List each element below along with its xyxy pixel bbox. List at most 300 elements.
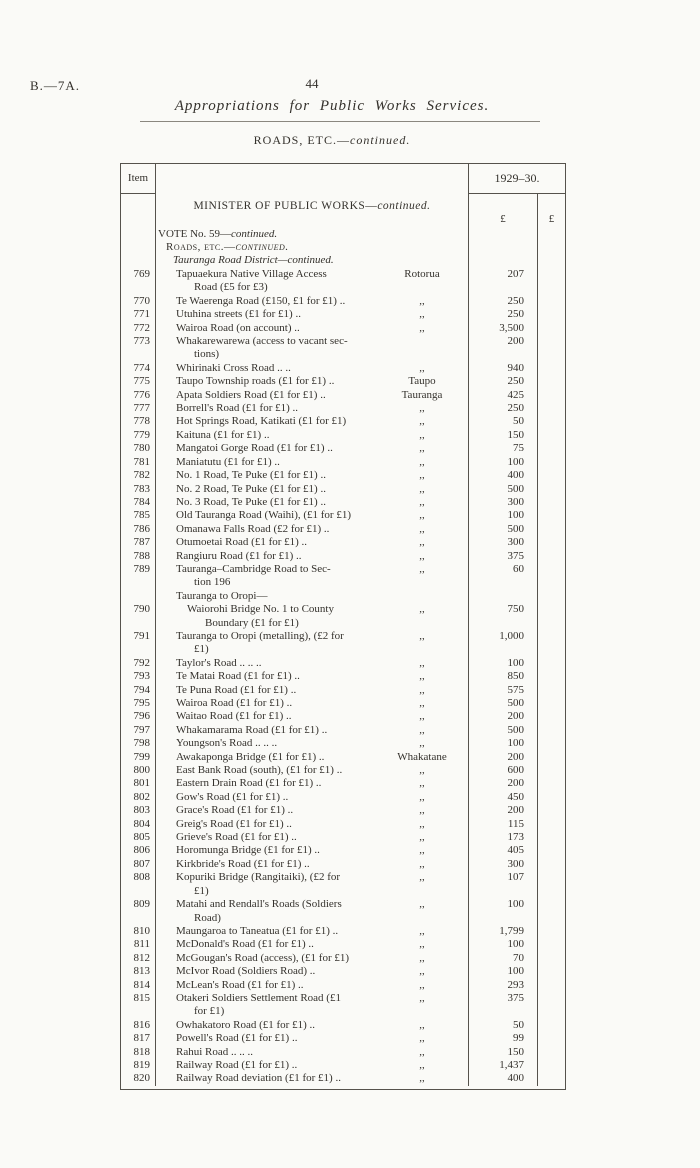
description-line1: East Bank Road (south), (£1 for £1) .. bbox=[176, 764, 343, 777]
road-description bbox=[156, 389, 376, 402]
description-line1: Tapuaekura Native Village Access bbox=[176, 268, 327, 280]
amount-secondary bbox=[537, 362, 565, 375]
description-line2: Road (£5 for £3) bbox=[194, 281, 268, 294]
amount-secondary bbox=[537, 764, 565, 777]
amount-secondary bbox=[537, 831, 565, 844]
road-description bbox=[156, 630, 376, 657]
road-description bbox=[156, 335, 376, 362]
location: ,, bbox=[419, 1058, 425, 1071]
description-line1: Taupo Township roads (£1 for £1) .. bbox=[176, 375, 335, 388]
description-line1: No. 2 Road, Te Puke (£1 for £1) .. bbox=[176, 482, 326, 495]
table-row bbox=[121, 898, 565, 925]
road-description bbox=[156, 657, 376, 670]
table-row bbox=[121, 751, 565, 764]
location: Whakatane bbox=[397, 750, 447, 763]
table-row bbox=[121, 1019, 565, 1032]
amount-secondary bbox=[537, 777, 565, 790]
vote-heading-row bbox=[121, 228, 565, 241]
description-line1: Utuhina streets (£1 for £1) .. bbox=[176, 308, 301, 321]
item-number: 812 bbox=[121, 952, 156, 965]
road-description bbox=[156, 415, 376, 428]
amount-value: 375 bbox=[468, 550, 537, 563]
amount-value: 3,500 bbox=[468, 322, 537, 335]
amount-secondary bbox=[537, 1032, 565, 1045]
item-number: 770 bbox=[121, 295, 156, 308]
description-line1: Grieve's Road (£1 for £1) .. bbox=[176, 831, 297, 844]
amount-value: 50 bbox=[468, 415, 537, 428]
road-description bbox=[156, 791, 376, 804]
location: ,, bbox=[419, 549, 425, 562]
item-number: 797 bbox=[121, 724, 156, 737]
item-number: 806 bbox=[121, 844, 156, 857]
description-line1: Taylor's Road .. .. .. bbox=[176, 656, 262, 669]
amount-value: 300 bbox=[468, 496, 537, 509]
amount-secondary bbox=[537, 751, 565, 764]
amount-secondary bbox=[537, 603, 565, 630]
location: ,, bbox=[419, 495, 425, 508]
subheading-text: Tauranga to Oropi— bbox=[176, 589, 268, 602]
road-description bbox=[156, 979, 376, 992]
road-description bbox=[156, 456, 376, 469]
table-row bbox=[121, 415, 565, 428]
item-number: 790 bbox=[121, 603, 156, 630]
road-description bbox=[156, 831, 376, 844]
amount-cell-empty bbox=[468, 241, 537, 254]
amount-secondary bbox=[537, 965, 565, 978]
amount-value: 940 bbox=[468, 362, 537, 375]
description-line1: McDonald's Road (£1 for £1) .. bbox=[176, 938, 314, 951]
amount-value: 1,799 bbox=[468, 925, 537, 938]
road-description bbox=[156, 268, 376, 295]
item-number: 802 bbox=[121, 791, 156, 804]
amount-value: 200 bbox=[468, 710, 537, 723]
road-description bbox=[156, 777, 376, 790]
description-line1: Te Waerenga Road (£150, £1 for £1) .. bbox=[176, 294, 346, 307]
subheading-row bbox=[121, 590, 565, 603]
currency-header-2 bbox=[537, 194, 565, 228]
table-row bbox=[121, 1032, 565, 1045]
amount-value: 500 bbox=[468, 523, 537, 536]
amount-secondary bbox=[537, 389, 565, 402]
item-number: 810 bbox=[121, 925, 156, 938]
district-heading-row bbox=[121, 254, 565, 268]
table-row bbox=[121, 818, 565, 831]
amount-value: 1,000 bbox=[468, 630, 537, 657]
table-row bbox=[121, 375, 565, 388]
table-row bbox=[121, 710, 565, 723]
amount-secondary bbox=[537, 496, 565, 509]
amount-value: 250 bbox=[468, 375, 537, 388]
amount-value: 300 bbox=[468, 536, 537, 549]
amount-secondary bbox=[537, 415, 565, 428]
description-line1: Whakamarama Road (£1 for £1) .. bbox=[176, 723, 328, 736]
item-number: 796 bbox=[121, 710, 156, 723]
table-row bbox=[121, 844, 565, 857]
amount-secondary bbox=[537, 871, 565, 898]
location: ,, bbox=[419, 777, 425, 790]
amount-value: 70 bbox=[468, 952, 537, 965]
amount-secondary bbox=[537, 630, 565, 657]
description-line2: tions) bbox=[194, 348, 220, 361]
amount-value: 207 bbox=[468, 268, 537, 295]
description-line1: Old Tauranga Road (Waihi), (£1 for £1) bbox=[176, 509, 352, 522]
item-number: 771 bbox=[121, 308, 156, 321]
road-description bbox=[156, 1019, 376, 1032]
road-description bbox=[156, 1032, 376, 1045]
amount-secondary bbox=[537, 295, 565, 308]
item-number: 794 bbox=[121, 684, 156, 697]
road-description bbox=[156, 375, 376, 388]
item-number: 792 bbox=[121, 657, 156, 670]
amount-value: 200 bbox=[468, 335, 537, 362]
amount-cell-empty bbox=[468, 228, 537, 241]
location: ,, bbox=[419, 321, 425, 334]
description-line1: Greig's Road (£1 for £1) .. bbox=[176, 817, 292, 830]
amount-value: 50 bbox=[468, 1019, 537, 1032]
table-row bbox=[121, 992, 565, 1019]
location: Rotorua bbox=[404, 268, 440, 280]
description-line1: Wairoa Road (on account) .. bbox=[176, 321, 300, 334]
district-heading: Tauranga Road District—continued. bbox=[173, 254, 334, 266]
location: ,, bbox=[419, 831, 425, 844]
item-number: 799 bbox=[121, 751, 156, 764]
road-description bbox=[156, 764, 376, 777]
subheading-cell bbox=[156, 590, 376, 603]
amount-secondary bbox=[537, 710, 565, 723]
description-line1: Owhakatoro Road (£1 for £1) .. bbox=[176, 1018, 315, 1031]
description-line1: Omanawa Falls Road (£2 for £1) .. bbox=[176, 522, 330, 535]
location: ,, bbox=[419, 415, 425, 428]
item-cell-empty bbox=[121, 590, 156, 603]
table-row bbox=[121, 724, 565, 737]
item-number: 811 bbox=[121, 938, 156, 951]
amount-secondary bbox=[537, 469, 565, 482]
amount-secondary bbox=[537, 523, 565, 536]
item-number: 793 bbox=[121, 670, 156, 683]
table-row bbox=[121, 483, 565, 496]
road-description bbox=[156, 684, 376, 697]
item-header-label: Item bbox=[127, 171, 149, 184]
description-line1: Maniatutu (£1 for £1) .. bbox=[176, 455, 280, 468]
amount-value: 200 bbox=[468, 777, 537, 790]
table-row bbox=[121, 965, 565, 978]
page-number: 44 bbox=[305, 76, 319, 91]
table-row bbox=[121, 979, 565, 992]
description-line1: No. 3 Road, Te Puke (£1 for £1) .. bbox=[176, 495, 326, 508]
road-description bbox=[156, 295, 376, 308]
item-number: 819 bbox=[121, 1059, 156, 1072]
description-line1: McLean's Road (£1 for £1) .. bbox=[176, 978, 304, 991]
table-header-row bbox=[121, 164, 565, 194]
item-number: 800 bbox=[121, 764, 156, 777]
table-row bbox=[121, 684, 565, 697]
amount-value: 200 bbox=[468, 804, 537, 817]
table-row bbox=[121, 871, 565, 898]
location: ,, bbox=[419, 938, 425, 951]
road-description bbox=[156, 550, 376, 563]
location: ,, bbox=[419, 469, 425, 482]
amount-value: 100 bbox=[468, 737, 537, 750]
item-number: 776 bbox=[121, 389, 156, 402]
roads-heading-row bbox=[121, 241, 565, 254]
description-line1: Mangatoi Gorge Road (£1 for £1) .. bbox=[176, 442, 333, 455]
table-row bbox=[121, 858, 565, 871]
table-row bbox=[121, 630, 565, 657]
road-description bbox=[156, 563, 376, 590]
location: ,, bbox=[419, 978, 425, 991]
item-number: 807 bbox=[121, 858, 156, 871]
amount-value: 850 bbox=[468, 670, 537, 683]
item-cell-empty bbox=[121, 194, 156, 228]
amount-secondary bbox=[537, 322, 565, 335]
amount-secondary bbox=[537, 657, 565, 670]
item-number: 769 bbox=[121, 268, 156, 295]
doc-title: Appropriations for Public Works Services. bbox=[174, 98, 490, 114]
minister-heading-row bbox=[121, 194, 565, 228]
location: Taupo bbox=[408, 375, 436, 388]
table-row bbox=[121, 550, 565, 563]
item-number: 805 bbox=[121, 831, 156, 844]
pound-sign: £ bbox=[548, 212, 555, 225]
item-number: 817 bbox=[121, 1032, 156, 1045]
item-number: 784 bbox=[121, 496, 156, 509]
road-description bbox=[156, 603, 376, 630]
amount-value: 100 bbox=[468, 509, 537, 522]
table-row bbox=[121, 697, 565, 710]
description-line1: Gow's Road (£1 for £1) .. bbox=[176, 790, 289, 803]
amount-secondary bbox=[537, 1046, 565, 1059]
road-description bbox=[156, 483, 376, 496]
item-number: 816 bbox=[121, 1019, 156, 1032]
description-line1: Te Matai Road (£1 for £1) .. bbox=[176, 670, 300, 683]
item-cell-empty bbox=[121, 228, 156, 241]
amount-secondary bbox=[537, 804, 565, 817]
road-description bbox=[156, 1046, 376, 1059]
road-description bbox=[156, 523, 376, 536]
amount-value: 425 bbox=[468, 389, 537, 402]
description-line1: Te Puna Road (£1 for £1) .. bbox=[176, 683, 297, 696]
amount-secondary bbox=[537, 938, 565, 951]
amount-secondary bbox=[537, 925, 565, 938]
amount-value: 400 bbox=[468, 1072, 537, 1085]
road-description bbox=[156, 402, 376, 415]
road-description bbox=[156, 737, 376, 750]
location: ,, bbox=[419, 1018, 425, 1031]
appropriations-table bbox=[120, 163, 566, 1090]
amount-secondary bbox=[537, 442, 565, 455]
location: ,, bbox=[419, 965, 425, 978]
description-line1: Hot Springs Road, Katikati (£1 for £1) bbox=[176, 415, 347, 428]
amount-secondary bbox=[537, 1059, 565, 1072]
table-row bbox=[121, 603, 565, 630]
description-line1: Rahui Road .. .. .. bbox=[176, 1045, 253, 1058]
table-row bbox=[121, 764, 565, 777]
description-line1: Waitao Road (£1 for £1) .. bbox=[176, 710, 292, 723]
table-row bbox=[121, 268, 565, 295]
amount-secondary bbox=[537, 697, 565, 710]
location: ,, bbox=[419, 723, 425, 736]
location: ,, bbox=[419, 871, 425, 884]
description-line2: £1) bbox=[194, 643, 209, 656]
amount-secondary bbox=[537, 737, 565, 750]
table-row bbox=[121, 402, 565, 415]
road-description bbox=[156, 509, 376, 522]
road-description bbox=[156, 858, 376, 871]
item-cell-empty bbox=[121, 241, 156, 254]
title-rule bbox=[140, 121, 540, 122]
description-line1: Maungaroa to Taneatua (£1 for £1) .. bbox=[176, 924, 339, 937]
table-row bbox=[121, 469, 565, 482]
table-row bbox=[121, 657, 565, 670]
location: ,, bbox=[419, 670, 425, 683]
table-row bbox=[121, 925, 565, 938]
description-line1: Rangiuru Road (£1 for £1) .. bbox=[176, 549, 302, 562]
amount-value: 107 bbox=[468, 871, 537, 898]
road-description bbox=[156, 697, 376, 710]
amount-value: 150 bbox=[468, 1046, 537, 1059]
item-number: 818 bbox=[121, 1046, 156, 1059]
item-number: 782 bbox=[121, 469, 156, 482]
table-row bbox=[121, 335, 565, 362]
table-row bbox=[121, 1059, 565, 1072]
item-number: 815 bbox=[121, 992, 156, 1019]
table-row bbox=[121, 536, 565, 549]
description-line1: Powell's Road (£1 for £1) .. bbox=[176, 1032, 298, 1045]
table-row bbox=[121, 1072, 565, 1085]
description-line1: Otakeri Soldiers Settlement Road (£1 bbox=[176, 991, 341, 1004]
amount-value: 300 bbox=[468, 858, 537, 871]
location: ,, bbox=[419, 790, 425, 803]
location: ,, bbox=[419, 764, 425, 777]
amount-value: 99 bbox=[468, 1032, 537, 1045]
table-row bbox=[121, 670, 565, 683]
item-number: 789 bbox=[121, 563, 156, 590]
item-number: 780 bbox=[121, 442, 156, 455]
table-row bbox=[121, 1046, 565, 1059]
amount-value: 173 bbox=[468, 831, 537, 844]
description-line1: Kaituna (£1 for £1) .. bbox=[176, 428, 270, 441]
amount-value: 500 bbox=[468, 483, 537, 496]
amount-secondary bbox=[537, 429, 565, 442]
item-column-header bbox=[121, 164, 156, 194]
table-row bbox=[121, 429, 565, 442]
road-description bbox=[156, 536, 376, 549]
description-line1: Horomunga Bridge (£1 for £1) .. bbox=[176, 844, 320, 857]
amount-secondary bbox=[537, 563, 565, 590]
road-description bbox=[156, 469, 376, 482]
amount-value: 405 bbox=[468, 844, 537, 857]
location bbox=[376, 335, 468, 362]
description-line1: Railway Road deviation (£1 for £1) .. bbox=[176, 1072, 341, 1085]
amount-cell-empty bbox=[537, 228, 565, 241]
item-number: 791 bbox=[121, 630, 156, 657]
road-description bbox=[156, 751, 376, 764]
minister-heading: MINISTER OF PUBLIC WORKS—continued. bbox=[193, 200, 431, 212]
road-description bbox=[156, 362, 376, 375]
amount-value: 450 bbox=[468, 791, 537, 804]
location: ,, bbox=[419, 737, 425, 750]
description-line1: Whirinaki Cross Road .. .. bbox=[176, 361, 291, 374]
location: ,, bbox=[419, 857, 425, 870]
amount-value: 115 bbox=[468, 818, 537, 831]
amount-cell-empty bbox=[537, 590, 565, 603]
vote-heading: VOTE No. 59—continued. bbox=[158, 228, 278, 240]
location: ,, bbox=[419, 683, 425, 696]
amount-secondary bbox=[537, 268, 565, 295]
table-row bbox=[121, 737, 565, 750]
table-row bbox=[121, 563, 565, 590]
item-number: 773 bbox=[121, 335, 156, 362]
section-heading: ROADS, ETC.—continued. bbox=[253, 133, 411, 147]
amount-secondary bbox=[537, 898, 565, 925]
description-line1: Youngson's Road .. .. .. bbox=[176, 737, 278, 750]
table-row bbox=[121, 952, 565, 965]
amount-secondary bbox=[537, 402, 565, 415]
table-row bbox=[121, 804, 565, 817]
year-header-label: 1929–30. bbox=[494, 170, 540, 185]
item-number: 813 bbox=[121, 965, 156, 978]
amount-value: 250 bbox=[468, 295, 537, 308]
description-line2: Boundary (£1 for £1) bbox=[205, 616, 299, 629]
amount-secondary bbox=[537, 858, 565, 871]
amount-secondary bbox=[537, 844, 565, 857]
pound-sign: £ bbox=[500, 212, 506, 225]
location: ,, bbox=[419, 629, 425, 642]
header-spacer bbox=[156, 164, 468, 194]
table-row bbox=[121, 308, 565, 321]
amount-secondary bbox=[537, 724, 565, 737]
location: ,, bbox=[419, 991, 425, 1004]
table-row bbox=[121, 295, 565, 308]
item-number: 803 bbox=[121, 804, 156, 817]
amount-value: 250 bbox=[468, 402, 537, 415]
description-line1: Matahi and Rendall's Roads (Soldiers bbox=[176, 898, 342, 911]
table-row bbox=[121, 362, 565, 375]
road-description bbox=[156, 965, 376, 978]
road-description bbox=[156, 442, 376, 455]
description-line2: Road) bbox=[194, 911, 221, 924]
amount-secondary bbox=[537, 670, 565, 683]
amount-secondary bbox=[537, 536, 565, 549]
description-line1: Whakarewarewa (access to vacant sec- bbox=[176, 335, 348, 348]
item-number: 787 bbox=[121, 536, 156, 549]
item-number: 804 bbox=[121, 818, 156, 831]
amount-secondary bbox=[537, 1019, 565, 1032]
location: Tauranga bbox=[401, 388, 443, 401]
item-number: 788 bbox=[121, 550, 156, 563]
item-number: 809 bbox=[121, 898, 156, 925]
amount-secondary bbox=[537, 818, 565, 831]
description-line1: Otumoetai Road (£1 for £1) .. bbox=[176, 536, 308, 549]
road-description bbox=[156, 429, 376, 442]
road-description bbox=[156, 992, 376, 1019]
description-line1: Grace's Road (£1 for £1) .. bbox=[176, 804, 294, 817]
location: ,, bbox=[419, 898, 425, 911]
amount-value: 60 bbox=[468, 563, 537, 590]
table-row bbox=[121, 938, 565, 951]
item-number: 783 bbox=[121, 483, 156, 496]
location: ,, bbox=[419, 455, 425, 468]
amount-value: 400 bbox=[468, 469, 537, 482]
item-number: 814 bbox=[121, 979, 156, 992]
description-line2: for £1) bbox=[194, 1005, 225, 1018]
amount-secondary bbox=[537, 979, 565, 992]
road-description bbox=[156, 724, 376, 737]
amount-value: 100 bbox=[468, 898, 537, 925]
amount-value: 1,437 bbox=[468, 1059, 537, 1072]
table-row bbox=[121, 777, 565, 790]
location: ,, bbox=[419, 294, 425, 307]
